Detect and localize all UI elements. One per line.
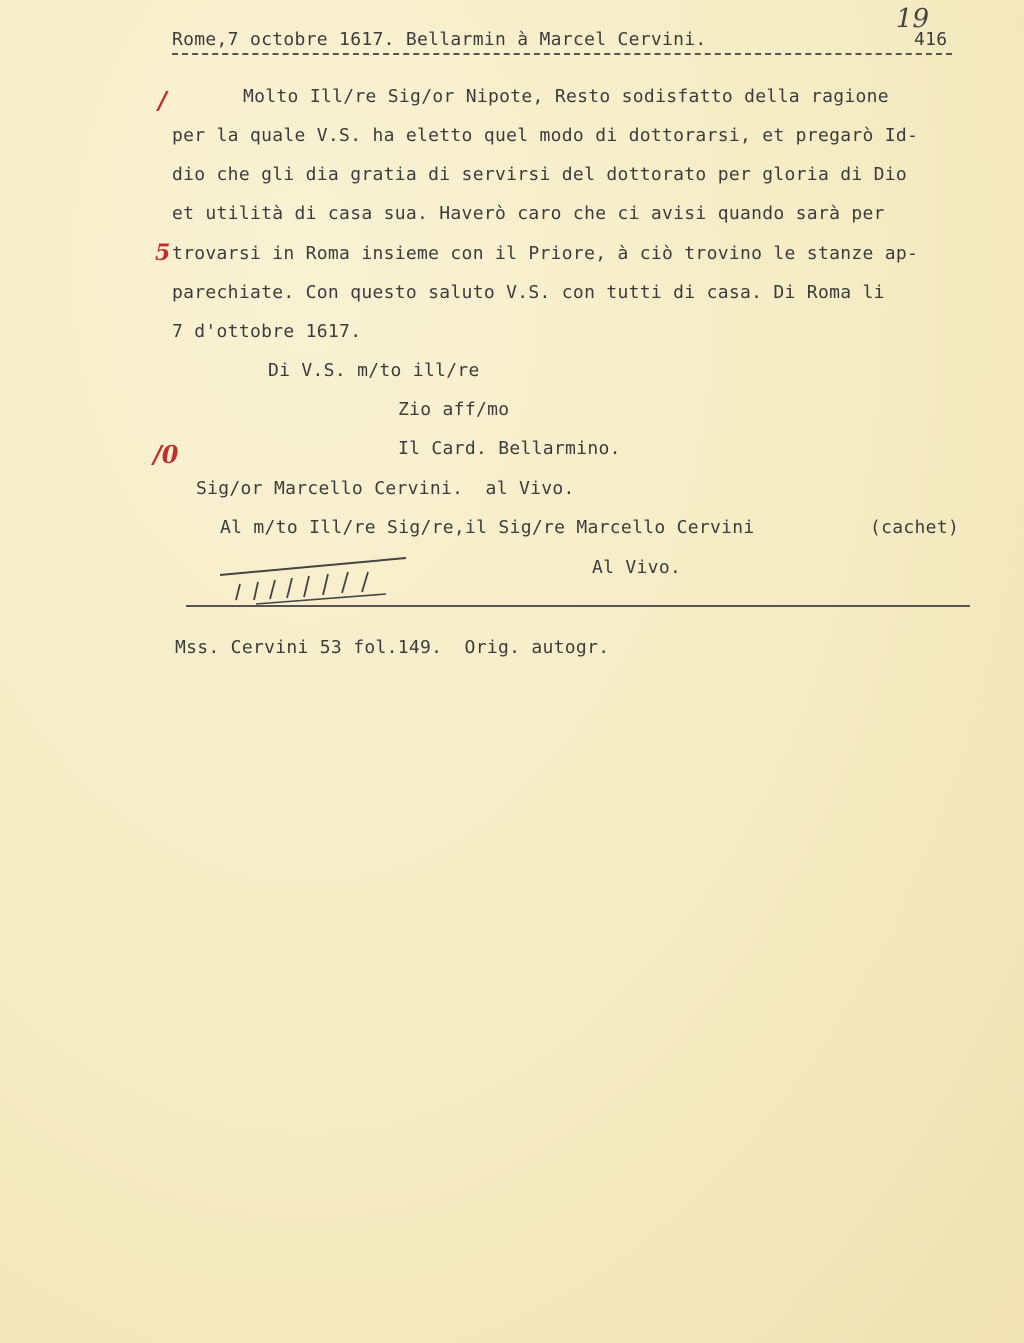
margin-mark-1: / <box>158 86 167 115</box>
margin-mark-10: /0 <box>153 440 179 469</box>
cachet-note: (cachet) <box>870 517 960 538</box>
header-dashed-rule <box>172 53 952 55</box>
letter-line-6: parechiate. Con questo saluto V.S. con tutti di casa. Di Roma li <box>172 282 885 303</box>
letter-line-5: trovarsi in Roma insieme con il Priore, à ciò trovino le stanze ap- <box>172 243 919 264</box>
margin-mark-5: 5 <box>155 240 171 266</box>
letter-line-1: Molto Ill/re Sig/or Nipote, Resto sodisfatto della ragione <box>243 86 889 107</box>
separator-rule <box>186 605 970 607</box>
source-reference: Mss. Cervini 53 fol.149. Orig. autogr. <box>175 637 610 658</box>
letter-closing: Di V.S. m/to ill/re <box>268 360 480 381</box>
handwritten-page-number: 19 <box>896 4 930 34</box>
page-number: 416 <box>914 29 948 50</box>
address-place: Al Vivo. <box>592 557 682 578</box>
document-header: Rome,7 octobre 1617. Bellarmin à Marcel Cervini. <box>172 29 707 50</box>
signature-line-1: Zio aff/mo <box>398 399 510 420</box>
handwritten-strokes <box>180 548 420 608</box>
letter-line-7: 7 d'ottobre 1617. <box>172 321 362 342</box>
signature-line-2: Il Card. Bellarmino. <box>398 438 621 459</box>
recipient-line: Sig/or Marcello Cervini. al Vivo. <box>196 478 575 499</box>
letter-line-3: dio che gli dia gratia di servirsi del dottorato per gloria di Dio <box>172 164 908 185</box>
letter-line-4: et utilità di casa sua. Haverò caro che ci avisi quando sarà per <box>172 203 885 224</box>
letter-line-2: per la quale V.S. ha eletto quel modo di dottorarsi, et pregarò Id- <box>172 125 919 146</box>
address-line: Al m/to Ill/re Sig/re,il Sig/re Marcello Cervini <box>220 517 755 538</box>
